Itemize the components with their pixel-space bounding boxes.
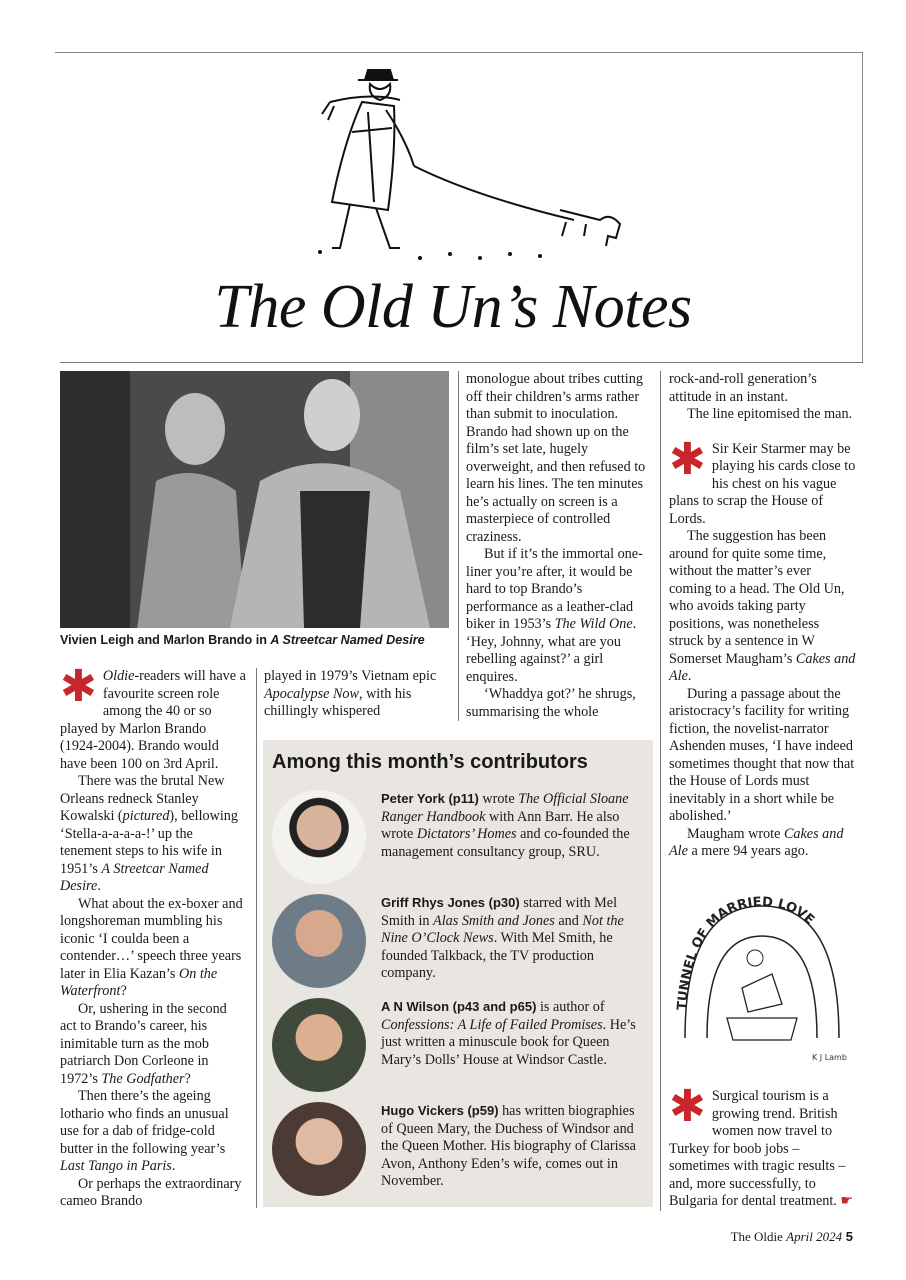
- col1-last-paragraph: Or perhaps the extraordinary cameo Brando: [60, 1175, 242, 1209]
- page-footer: The Oldie April 2024 5: [730, 1229, 853, 1244]
- contributor-avatar: [272, 894, 366, 988]
- article-column-3: monologue about tribes cutting off their children’s arms rather than submit to inoculation. Brando had shown up on the film’s set late, hugely overweight, and then refused to learn his lines. The ten minutes he’s actually on screen is a masterpiece of controlled craziness. But if it’s the immortal one-liner you’re after, it would be hard to top Brando’s performance as a leather-clad biker in 1953’s The Wild One. ‘Hey, Johnny, what are you rebelling against?’ a girl enquires. ‘Whaddya got?’ he shrugs, summarising the whole: [466, 371, 646, 720]
- article-column-1: ✱ Oldie-readers will have a favourite screen role among the 40 or so played by Marlon Brando (1924-2004). Brando would have been 100 on 3rd April. There was the brutal New Orleans redneck Stanley Kowalski (pictured), bellowing ‘Stella-a-a-a-a-!’ up the tenement steps to his wife in 1951’s A Streetcar Named Desire. What about the ex-boxer and longshoreman mumbling his iconic ‘I coulda been a contender…’ speech three years later in Elia Kazan’s On the Waterfront? Or, ushering in the second act to Brando’s career, his inimitable turn as the mob patriarch Don Corleone in 1972’s The Godfather? Then there’s the ageing lothario who finds an unusual use for a dab of fridge-cold butter in the following year’s Last Tango in Paris. Or perhaps the extraordinary cameo Brando: [60, 661, 246, 1209]
- pointing-hand-icon: ☛: [840, 1193, 854, 1209]
- column-rule: [458, 371, 459, 721]
- asterisk-icon: ✱: [669, 433, 706, 485]
- asterisk-icon: ✱: [60, 661, 97, 712]
- photo-caption: [60, 633, 425, 647]
- contributor-avatar: [272, 998, 366, 1092]
- tunnel-of-love-cartoon: [667, 888, 857, 1068]
- asterisk-icon: ✱: [669, 1081, 706, 1132]
- walking-man-with-dog-illustration: [290, 62, 650, 267]
- cartoon-tunnel-text: TUNNEL OF MARRIED LOVE: [674, 894, 817, 1011]
- caption-film: A Streetcar Named Desire: [270, 633, 425, 647]
- brando-leigh-photo: [60, 371, 449, 628]
- contributor-avatar: [272, 1102, 366, 1196]
- masthead-rule: [60, 362, 863, 363]
- page-title: The Old Un’s Notes: [214, 273, 692, 341]
- article-column-2: played in 1979’s Vietnam epic Apocalypse Now, with his chillingly whispered: [264, 668, 437, 719]
- contributors-heading: Among this month’s contributors: [272, 751, 588, 773]
- column-rule: [256, 668, 257, 1208]
- film-still-image: [60, 371, 449, 628]
- contributor-avatar: [272, 790, 366, 884]
- article-column-4: rock-and-roll generation’s attitude in an instant. The line epitomised the man. ✱ Sir Keir Starmer may be playing his cards close to his chest on his vague plans to scrap the House of Lords. The suggestion has been around for quite some time, without the matter’s ever coming to a head. The Old Un, who avoids taking party positions, was nonetheless struck by a sentence in W Somerset Maugham’s Cakes and Ale. During a passage about the aristocracy’s facility for writing fiction, the novelist-narrator Ashenden muses, ‘I have indeed sometimes thought that now that the House of Lords must inevitably in a short while be abolished.’ Maugham wrote Cakes and Ale a mere 94 years ago.: [669, 371, 856, 859]
- caption-names: Vivien Leigh and Marlon Brando in: [60, 633, 271, 647]
- article-column-4-bottom: ✱ Surgical tourism is a growing trend. British women now travel to Turkey for boob jobs – sometimes with tragic results – and, more successfully, to Bulgaria for dental treatment. ☛: [669, 1081, 854, 1209]
- cartoon-signature: K J Lamb: [812, 1053, 847, 1062]
- contributors-box: Among this month’s contributors Peter York (p11) wrote The Official Sloane Ranger Handbook with Ann Barr. He also wrote Dictators’ Homes and co-founded the management consultancy group, SRU. Griff Rhys Jones (p30) starred with Mel Smith in Alas Smith and Jones and Not the Nine O’Clock News. With Mel Smith, he founded Talkback, the TV production company. A N Wilson (p43 and p65) is author of Confessions: A Life of Failed Promises. He’s just written a minuscule book for Queen Mary’s Dolls’ House at Windsor Castle. Hugo Vickers (p59) has written biographies of Queen Mary, the Duchess of Windsor and the Queen Mother. His biography of Clarissa Avon, Anthony Eden’s wife, comes out in November.: [263, 740, 653, 1207]
- column-rule: [660, 371, 661, 1211]
